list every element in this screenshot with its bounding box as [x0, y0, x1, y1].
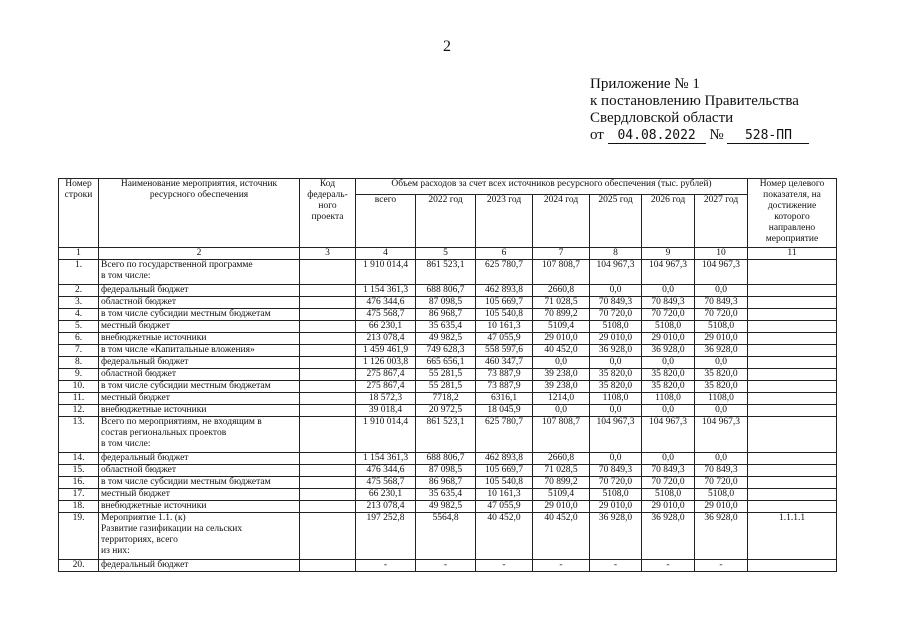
column-number-row — [59, 248, 837, 260]
table-row — [59, 417, 837, 453]
row-value: 66 230,1 — [356, 489, 416, 501]
row-value: 2660,8 — [533, 285, 590, 297]
row-target — [748, 321, 837, 333]
row-value: 49 982,5 — [416, 333, 476, 345]
column-number: 9 — [642, 248, 695, 260]
row-value: 475 568,7 — [356, 477, 416, 489]
row-number: 9. — [59, 369, 99, 381]
row-value: 0,0 — [642, 285, 695, 297]
row-name: местный бюджет — [99, 489, 300, 501]
row-target — [748, 285, 837, 297]
header-target: Номер целевого показателя, на достижение которого направлено мероприятие — [748, 179, 837, 248]
row-value: 5108,0 — [642, 321, 695, 333]
column-number: 11 — [748, 248, 837, 260]
table-row — [59, 405, 837, 417]
row-value: 5108,0 — [695, 489, 748, 501]
row-value: 70 899,2 — [533, 309, 590, 321]
row-name: областной бюджет — [99, 297, 300, 309]
row-value: 70 849,3 — [695, 465, 748, 477]
row-code — [300, 501, 356, 513]
row-value: 73 887,9 — [476, 381, 533, 393]
row-value: 36 928,0 — [590, 345, 642, 357]
row-code — [300, 297, 356, 309]
row-value: 6316,1 — [476, 393, 533, 405]
row-value: 197 252,8 — [356, 513, 416, 560]
row-value: 0,0 — [695, 357, 748, 369]
appendix-header — [590, 76, 809, 144]
row-value: 39 018,4 — [356, 405, 416, 417]
row-value: - — [590, 560, 642, 572]
row-target — [748, 560, 837, 572]
row-number: 15. — [59, 465, 99, 477]
row-value: 625 780,7 — [476, 260, 533, 285]
row-code — [300, 309, 356, 321]
row-number: 20. — [59, 560, 99, 572]
row-value: 71 028,5 — [533, 465, 590, 477]
row-target — [748, 345, 837, 357]
row-value: 1 126 003,8 — [356, 357, 416, 369]
row-value: 39 238,0 — [533, 369, 590, 381]
table-row — [59, 357, 837, 369]
row-value: 1 910 014,4 — [356, 417, 416, 453]
row-value: 49 982,5 — [416, 501, 476, 513]
appendix-resolution: к постановлению Правительства — [590, 93, 799, 109]
row-value: 0,0 — [533, 405, 590, 417]
row-name: в том числе «Капитальные вложения» — [99, 345, 300, 357]
table-row — [59, 345, 837, 357]
row-value: 104 967,3 — [695, 260, 748, 285]
row-target — [748, 357, 837, 369]
from-label: от — [590, 127, 604, 143]
row-value: 5564,8 — [416, 513, 476, 560]
row-value: 20 972,5 — [416, 405, 476, 417]
row-number: 3. — [59, 297, 99, 309]
row-value: 35 820,0 — [695, 369, 748, 381]
row-value: 1 154 361,3 — [356, 285, 416, 297]
row-target — [748, 501, 837, 513]
row-value: 70 720,0 — [695, 309, 748, 321]
row-target — [748, 489, 837, 501]
row-number: 1. — [59, 260, 99, 285]
row-value: 460 347,7 — [476, 357, 533, 369]
row-value: 35 635,4 — [416, 321, 476, 333]
row-number: 2. — [59, 285, 99, 297]
header-volume: Объем расходов за счет всех источников ресурсного обеспечения (тыс. рублей) — [356, 179, 748, 195]
row-value: 5109,4 — [533, 321, 590, 333]
row-value: 10 161,3 — [476, 489, 533, 501]
row-value: 66 230,1 — [356, 321, 416, 333]
row-value: 29 010,0 — [533, 333, 590, 345]
row-value: 86 968,7 — [416, 309, 476, 321]
row-value: 18 045,9 — [476, 405, 533, 417]
number-label: № — [709, 127, 724, 143]
header-year-0: всего — [356, 195, 416, 248]
row-value: 0,0 — [642, 453, 695, 465]
table-row — [59, 369, 837, 381]
row-value: 1 910 014,4 — [356, 260, 416, 285]
row-value: - — [695, 560, 748, 572]
row-value: 29 010,0 — [695, 501, 748, 513]
row-number: 19. — [59, 513, 99, 560]
row-code — [300, 369, 356, 381]
row-code — [300, 465, 356, 477]
row-value: 462 893,8 — [476, 285, 533, 297]
row-value: 749 628,3 — [416, 345, 476, 357]
table-row — [59, 393, 837, 405]
row-value: 40 452,0 — [533, 345, 590, 357]
table-row — [59, 333, 837, 345]
header-name: Наименование мероприятия, источник ресурсного обеспечения — [99, 179, 300, 248]
table-body — [59, 248, 837, 572]
row-number: 8. — [59, 357, 99, 369]
row-value: 36 928,0 — [642, 345, 695, 357]
row-value: 104 967,3 — [590, 260, 642, 285]
row-code — [300, 477, 356, 489]
row-target — [748, 453, 837, 465]
row-target — [748, 405, 837, 417]
row-value: 107 808,7 — [533, 417, 590, 453]
header-code: Код федераль-ного проекта — [300, 179, 356, 248]
row-code — [300, 453, 356, 465]
table-row — [59, 560, 837, 572]
row-value: 861 523,1 — [416, 417, 476, 453]
row-value: 688 806,7 — [416, 285, 476, 297]
row-code — [300, 489, 356, 501]
row-name: федеральный бюджет — [99, 357, 300, 369]
row-value: 0,0 — [695, 285, 748, 297]
row-value: 213 078,4 — [356, 501, 416, 513]
column-number: 7 — [533, 248, 590, 260]
row-value: 55 281,5 — [416, 381, 476, 393]
expenditure-table — [58, 178, 837, 572]
row-value: 18 572,3 — [356, 393, 416, 405]
table-row — [59, 297, 837, 309]
appendix-title: Приложение № 1 — [590, 76, 700, 92]
row-value: 2660,8 — [533, 453, 590, 465]
row-value: 87 098,5 — [416, 465, 476, 477]
row-number: 10. — [59, 381, 99, 393]
row-value: 35 820,0 — [695, 381, 748, 393]
row-name: федеральный бюджет — [99, 453, 300, 465]
row-value: 39 238,0 — [533, 381, 590, 393]
row-number: 5. — [59, 321, 99, 333]
row-value: 107 808,7 — [533, 260, 590, 285]
header-row-1 — [59, 179, 837, 195]
row-value: 0,0 — [590, 285, 642, 297]
column-number: 10 — [695, 248, 748, 260]
appendix-government: Свердловской области — [590, 110, 734, 126]
row-value: 0,0 — [642, 357, 695, 369]
row-value: 29 010,0 — [590, 501, 642, 513]
header-year-6: 2027 год — [695, 195, 748, 248]
row-target — [748, 465, 837, 477]
row-value: - — [533, 560, 590, 572]
row-code — [300, 345, 356, 357]
row-value: 0,0 — [590, 405, 642, 417]
row-name: местный бюджет — [99, 321, 300, 333]
column-number: 2 — [99, 248, 300, 260]
table-row — [59, 465, 837, 477]
header-year-4: 2025 год — [590, 195, 642, 248]
table-row — [59, 309, 837, 321]
column-number: 3 — [300, 248, 356, 260]
row-name: областной бюджет — [99, 369, 300, 381]
header-year-1: 2022 год — [416, 195, 476, 248]
row-value: 275 867,4 — [356, 369, 416, 381]
row-value: 104 967,3 — [642, 260, 695, 285]
row-target — [748, 381, 837, 393]
row-value: 86 968,7 — [416, 477, 476, 489]
column-number: 8 — [590, 248, 642, 260]
row-code — [300, 285, 356, 297]
row-number: 7. — [59, 345, 99, 357]
row-value: 35 635,4 — [416, 489, 476, 501]
row-value: 861 523,1 — [416, 260, 476, 285]
row-value: - — [416, 560, 476, 572]
table-row — [59, 513, 837, 560]
row-value: 688 806,7 — [416, 453, 476, 465]
row-value: 70 720,0 — [695, 477, 748, 489]
row-name: Всего по мероприятиям, не входящим в состав региональных проектов в том числе: — [99, 417, 300, 453]
row-number: 11. — [59, 393, 99, 405]
row-value: 1214,0 — [533, 393, 590, 405]
row-value: 625 780,7 — [476, 417, 533, 453]
row-number: 14. — [59, 453, 99, 465]
row-value: 476 344,6 — [356, 297, 416, 309]
row-name: внебюджетные источники — [99, 501, 300, 513]
header-year-2: 2023 год — [476, 195, 533, 248]
row-code — [300, 381, 356, 393]
row-value: 0,0 — [590, 357, 642, 369]
row-value: - — [476, 560, 533, 572]
row-value: 476 344,6 — [356, 465, 416, 477]
resolution-date: 04.08.2022 — [608, 129, 706, 144]
row-value: 104 967,3 — [642, 417, 695, 453]
row-value: 0,0 — [695, 453, 748, 465]
row-name: Мероприятие 1.1. (к) Развитие газификации на сельских территориях, всего из них: — [99, 513, 300, 560]
row-value: 29 010,0 — [642, 333, 695, 345]
row-number: 4. — [59, 309, 99, 321]
row-value: 105 540,8 — [476, 309, 533, 321]
row-value: 5108,0 — [590, 489, 642, 501]
row-number: 18. — [59, 501, 99, 513]
row-value: 105 540,8 — [476, 477, 533, 489]
row-name: местный бюджет — [99, 393, 300, 405]
row-value: 213 078,4 — [356, 333, 416, 345]
row-number: 12. — [59, 405, 99, 417]
row-value: 71 028,5 — [533, 297, 590, 309]
table-row — [59, 453, 837, 465]
row-value: 70 899,2 — [533, 477, 590, 489]
row-value: 7718,2 — [416, 393, 476, 405]
row-value: 104 967,3 — [590, 417, 642, 453]
row-code — [300, 333, 356, 345]
row-value: 0,0 — [533, 357, 590, 369]
row-code — [300, 357, 356, 369]
row-number: 13. — [59, 417, 99, 453]
row-number: 6. — [59, 333, 99, 345]
row-value: 35 820,0 — [590, 369, 642, 381]
row-target — [748, 333, 837, 345]
table-row — [59, 489, 837, 501]
row-value: 475 568,7 — [356, 309, 416, 321]
row-value: 36 928,0 — [695, 345, 748, 357]
row-target — [748, 369, 837, 381]
row-target — [748, 309, 837, 321]
row-value: 70 720,0 — [642, 309, 695, 321]
row-name: внебюджетные источники — [99, 333, 300, 345]
row-target — [748, 297, 837, 309]
row-value: 36 928,0 — [695, 513, 748, 560]
header-year-5: 2026 год — [642, 195, 695, 248]
row-value: 1108,0 — [590, 393, 642, 405]
row-code — [300, 260, 356, 285]
row-target — [748, 417, 837, 453]
row-code — [300, 417, 356, 453]
row-value: 1 459 461,9 — [356, 345, 416, 357]
row-value: 462 893,8 — [476, 453, 533, 465]
appendix-date-line — [590, 127, 809, 144]
row-value: 105 669,7 — [476, 297, 533, 309]
row-value: 0,0 — [695, 405, 748, 417]
column-number: 6 — [476, 248, 533, 260]
column-number: 4 — [356, 248, 416, 260]
row-number: 16. — [59, 477, 99, 489]
row-value: 104 967,3 — [695, 417, 748, 453]
row-value: 10 161,3 — [476, 321, 533, 333]
row-code — [300, 405, 356, 417]
row-name: Всего по государственной программе в том числе: — [99, 260, 300, 285]
row-value: 1 154 361,3 — [356, 453, 416, 465]
row-value: 5108,0 — [590, 321, 642, 333]
page-number: 2 — [443, 38, 451, 55]
row-value: 1108,0 — [642, 393, 695, 405]
row-target: 1.1.1.1 — [748, 513, 837, 560]
row-value: 70 849,3 — [695, 297, 748, 309]
row-value: 47 055,9 — [476, 333, 533, 345]
row-value: 70 720,0 — [590, 477, 642, 489]
row-code — [300, 321, 356, 333]
row-value: 87 098,5 — [416, 297, 476, 309]
row-value: 36 928,0 — [642, 513, 695, 560]
row-value: 70 849,3 — [590, 297, 642, 309]
row-value: 0,0 — [642, 405, 695, 417]
row-value: 29 010,0 — [695, 333, 748, 345]
row-value: 40 452,0 — [533, 513, 590, 560]
row-value: 47 055,9 — [476, 501, 533, 513]
row-value: 36 928,0 — [590, 513, 642, 560]
row-value: - — [642, 560, 695, 572]
row-value: 1108,0 — [695, 393, 748, 405]
row-value: 55 281,5 — [416, 369, 476, 381]
row-number: 17. — [59, 489, 99, 501]
table-row — [59, 477, 837, 489]
row-name: в том числе субсидии местным бюджетам — [99, 477, 300, 489]
row-value: 40 452,0 — [476, 513, 533, 560]
row-value: 275 867,4 — [356, 381, 416, 393]
row-name: областной бюджет — [99, 465, 300, 477]
row-value: 73 887,9 — [476, 369, 533, 381]
column-number: 1 — [59, 248, 99, 260]
row-value: 558 597,6 — [476, 345, 533, 357]
header-year-3: 2024 год — [533, 195, 590, 248]
row-code — [300, 560, 356, 572]
row-value: 35 820,0 — [590, 381, 642, 393]
row-target — [748, 393, 837, 405]
table-row — [59, 501, 837, 513]
row-name: внебюджетные источники — [99, 405, 300, 417]
column-number: 5 — [416, 248, 476, 260]
resolution-number: 528-ПП — [727, 129, 809, 144]
row-value: - — [356, 560, 416, 572]
row-value: 29 010,0 — [642, 501, 695, 513]
table-row — [59, 260, 837, 285]
table-row — [59, 321, 837, 333]
row-value: 5109,4 — [533, 489, 590, 501]
row-value: 35 820,0 — [642, 369, 695, 381]
row-value: 29 010,0 — [533, 501, 590, 513]
row-value: 70 720,0 — [590, 309, 642, 321]
row-value: 70 849,3 — [642, 465, 695, 477]
row-code — [300, 513, 356, 560]
header-row-number: Номер строки — [59, 179, 99, 248]
row-value: 665 656,1 — [416, 357, 476, 369]
row-name: федеральный бюджет — [99, 285, 300, 297]
row-code — [300, 393, 356, 405]
table-row — [59, 381, 837, 393]
row-name: федеральный бюджет — [99, 560, 300, 572]
row-value: 29 010,0 — [590, 333, 642, 345]
row-name: в том числе субсидии местным бюджетам — [99, 381, 300, 393]
row-value: 0,0 — [590, 453, 642, 465]
row-value: 70 720,0 — [642, 477, 695, 489]
row-name: в том числе субсидии местным бюджетам — [99, 309, 300, 321]
row-target — [748, 260, 837, 285]
row-value: 70 849,3 — [642, 297, 695, 309]
row-value: 35 820,0 — [642, 381, 695, 393]
row-value: 70 849,3 — [590, 465, 642, 477]
row-value: 105 669,7 — [476, 465, 533, 477]
row-value: 5108,0 — [642, 489, 695, 501]
row-target — [748, 477, 837, 489]
table-row — [59, 285, 837, 297]
row-value: 5108,0 — [695, 321, 748, 333]
